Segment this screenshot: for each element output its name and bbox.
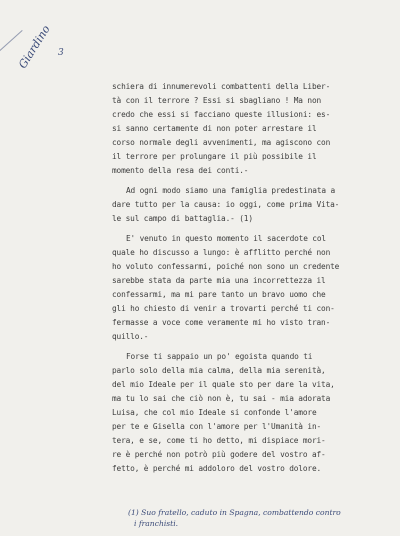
typed-line: Luisa, che col mio Ideale si confonde l'amore (112, 408, 317, 417)
typed-line: quale ho discusso a lungo: è afflitto perché non (112, 248, 331, 257)
typed-line: tera, e se, come ti ho detto, mi dispiace mori- (112, 436, 326, 445)
typed-line: il terrore per prolungare il più possibile il (112, 152, 317, 161)
footnote-line-1: (1) Suo fratello, caduto in Spagna, combattendo contro (128, 508, 341, 517)
typed-line: le sul campo di battaglia.- (1) (112, 214, 253, 223)
typed-line: sarebbe stata da parte mia una incorrettezza il (112, 276, 326, 285)
typed-line: Forse ti sappaio un po' egoista quando ti (126, 352, 313, 361)
typed-line: si sanno certamente di non poter arrestare il (112, 124, 317, 133)
typed-line: parlo solo della mia calma, della mia serenità, (112, 366, 326, 375)
typed-line: quillo.- (112, 332, 149, 341)
typed-line: re è perché non potrò più godere del vostro af- (112, 450, 326, 459)
typed-line: confessarmi, ma mi pare tanto un bravo uomo che (112, 290, 326, 299)
typed-line: momento della resa dei conti.- (112, 166, 249, 175)
typed-line: fetto, è perché mi addoloro del vostro dolore. (112, 464, 322, 473)
typed-line: ho voluto confessarmi, poiché non sono un credente (112, 262, 340, 271)
typed-line: dare tutto per la causa: io oggi, come prima Vita- (112, 200, 340, 209)
typed-line: fermasse a voce come veramente mi ho visto tran- (112, 318, 331, 327)
typed-line: ma tu lo sai che ciò non è, tu sai - mia adorata (112, 394, 331, 403)
typed-line: schiera di innumerevoli combattenti della Liber- (112, 82, 331, 91)
footnote-line-2: i franchisti. (134, 519, 179, 528)
typed-line: corso normale degli avvenimenti, ma agiscono con (112, 138, 331, 147)
typed-line: E' venuto in questo momento il sacerdote col (126, 234, 326, 243)
typed-line: gli ho chiesto di venir a trovarti perché ti con- (112, 304, 335, 313)
typed-line: per te e Gisella con l'amore per l'Umanità in- (112, 422, 322, 431)
typed-line: del mio Ideale per il quale sto per dare la vita, (112, 380, 335, 389)
margin-handwritten-name: Giardino (16, 22, 53, 71)
margin-handwritten-number: 3 (58, 48, 64, 58)
typed-line: Ad ogni modo siamo una famiglia predestinata a (126, 186, 336, 195)
typed-line: credo che essi si facciano queste illusioni: es- (112, 110, 331, 119)
typed-line: tà con il terrore ? Essi si sbagliano ! Ma non (112, 96, 322, 105)
